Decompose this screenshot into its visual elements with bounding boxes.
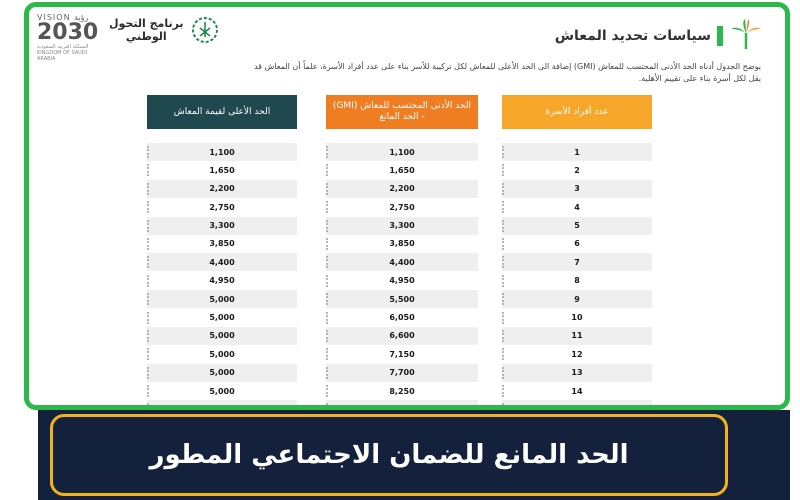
max-pension-cell: 5,000: [147, 309, 297, 327]
palm-logo-icon: [729, 19, 763, 53]
vision-2030-logo: [37, 13, 107, 62]
vision-label: VISION رؤية: [37, 13, 89, 22]
max-pension-header: الحد الأعلى لقيمة المعاش: [147, 95, 297, 129]
max-pension-cell: 1,650: [147, 161, 297, 179]
min-pension-cell: 3,850: [326, 235, 478, 253]
family-members-cell: 15: [502, 400, 652, 410]
min-pension-cell: 8,250: [326, 382, 478, 400]
family-members-cell: 10: [502, 309, 652, 327]
max-pension-cell: 3,300: [147, 217, 297, 235]
family-members-cell: 9: [502, 290, 652, 308]
program-logo: [109, 15, 220, 45]
family-members-cell: 14: [502, 382, 652, 400]
brand-divider: [717, 26, 723, 46]
max-pension-cell: 2,200: [147, 180, 297, 198]
max-pension-cell: 5,000: [147, 400, 297, 410]
min-pension-cell: 2,750: [326, 198, 478, 216]
vision-year: 2030: [37, 20, 99, 45]
family-members-cell: 12: [502, 345, 652, 363]
family-members-cell: 6: [502, 235, 652, 253]
min-pension-cell: 4,400: [326, 253, 478, 271]
max-pension-cell: 4,950: [147, 272, 297, 290]
max-pension-cell: 3,850: [147, 235, 297, 253]
program-name: [109, 17, 184, 43]
program-name-line2: الوطني: [125, 30, 167, 43]
caption-box: [50, 414, 728, 496]
program-name-line1: برنامج التحول: [109, 17, 184, 30]
min-pension-cell: 6,050: [326, 309, 478, 327]
family-members-cell: 4: [502, 198, 652, 216]
max-pension-cell: 1,100: [147, 143, 297, 161]
family-members-cell: 2: [502, 161, 652, 179]
family-members-column: [502, 95, 652, 410]
max-pension-cell: 5,000: [147, 290, 297, 308]
max-pension-cell: 4,400: [147, 253, 297, 271]
min-pension-rows: [326, 143, 478, 410]
intro-paragraph: يوضح الجدول أدناه الحد الأدنى المحتسب للمعاش (GMI) إضافة الى الحد الأعلى للمعاش لكل تركيبة للأسر بناء على عدد أفراد الأسرة، علماً أن المعاش قد يقل لكل أسرة بناء على تقييم الأهلية.: [253, 62, 761, 83]
family-members-cell: 13: [502, 364, 652, 382]
brand-logo: [555, 19, 763, 53]
vision-subtitle: المملكة العربية السعودية KINGDOM OF SAUDI ARABIA: [37, 44, 89, 62]
document-frame: [24, 2, 790, 410]
max-pension-rows: [147, 143, 297, 410]
min-pension-cell: 6,600: [326, 327, 478, 345]
family-members-cell: 5: [502, 217, 652, 235]
min-pension-cell: 5,500: [326, 290, 478, 308]
max-pension-cell: 5,000: [147, 327, 297, 345]
min-pension-cell: 7,150: [326, 345, 478, 363]
national-emblem-icon: [190, 15, 220, 45]
family-members-cell: 1: [502, 143, 652, 161]
max-pension-cell: 2,750: [147, 198, 297, 216]
min-pension-cell: 3,300: [326, 217, 478, 235]
min-pension-column: [326, 95, 478, 410]
document-header: [29, 7, 785, 67]
caption-text: الحد المانع للضمان الاجتماعي المطور: [149, 440, 629, 470]
max-pension-cell: 5,000: [147, 382, 297, 400]
family-members-cell: 3: [502, 180, 652, 198]
min-pension-cell: 1,650: [326, 161, 478, 179]
max-pension-cell: 5,000: [147, 345, 297, 363]
family-members-cell: 11: [502, 327, 652, 345]
min-pension-cell: 8,800: [326, 400, 478, 410]
min-pension-cell: 7,700: [326, 364, 478, 382]
min-pension-cell: 2,200: [326, 180, 478, 198]
brand-title: سياسات تحديد المعاش: [554, 28, 711, 44]
max-pension-column: [147, 95, 297, 410]
family-members-cell: 8: [502, 272, 652, 290]
family-members-header: عدد أفراد الأسرة: [502, 95, 652, 129]
min-pension-header: الحد الأدنى المحتسب للمعاش (GMI) - الحد المانع: [326, 95, 478, 129]
family-members-cell: 7: [502, 253, 652, 271]
min-pension-cell: 4,950: [326, 272, 478, 290]
caption-banner: [38, 410, 790, 500]
max-pension-cell: 5,000: [147, 364, 297, 382]
family-members-rows: [502, 143, 652, 410]
min-pension-cell: 1,100: [326, 143, 478, 161]
